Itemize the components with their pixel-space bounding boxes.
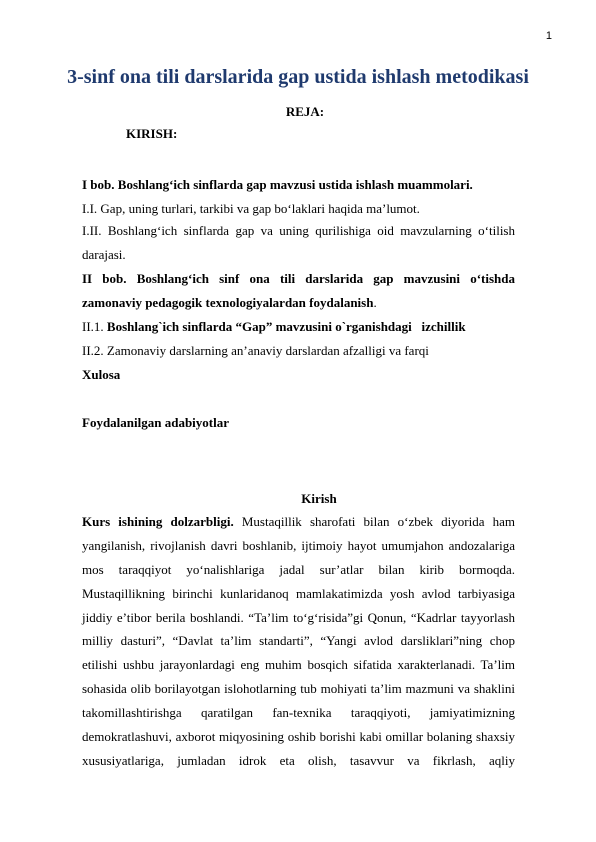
intro-line-6: milliy dasturi”, “Davlat ta’lim standarti”, “Yangi avlod darsliklari”ning chop bbox=[82, 633, 515, 649]
intro-line-1 bbox=[82, 510, 515, 534]
toc-section-2-1-number: II.1. bbox=[82, 319, 107, 334]
intro-line-4: Mustaqillikning birinchi kunlaridanoq mamlakatimizda yosh avlod tarbiyasiga bbox=[82, 585, 515, 601]
intro-line-7: etilishi ushbu jarayonlardagi eng muhim bosqich sifatida xarakterlanadi. Ta’lim bbox=[82, 657, 515, 673]
document-title: 3-sinf ona tili darslarida gap ustida ishlash metodikasi bbox=[67, 66, 529, 88]
toc-chapter-1: I bob. Boshlang‘ich sinflarda gap mavzusi ustida ishlash muammolari. bbox=[82, 177, 473, 192]
toc-section-2-1 bbox=[82, 318, 515, 335]
toc-section-1-2-line-2: darajasi. bbox=[82, 247, 126, 262]
intro-line-text: Mustaqillik sharofati bilan o‘zbek diyorida ham bbox=[241, 514, 516, 529]
toc-conclusion: Xulosa bbox=[82, 367, 121, 382]
kirish-heading: KIRISH: bbox=[126, 126, 178, 141]
toc-chapter-2-line-2 bbox=[82, 294, 515, 311]
toc-references: Foydalanilgan adabiyotlar bbox=[82, 415, 229, 430]
toc-section-2-1-title: Boshlang`ich sinflarda “Gap” mavzusini o`rganishdagi izchillik bbox=[106, 319, 466, 334]
toc-chapter-2-line-1: II bob. Boshlang‘ich sinf ona tili darslarida gap mavzusini o‘tishda bbox=[82, 271, 515, 286]
toc-chapter-2-line-2-text: zamonaviy pedagogik texnologiyalardan foydalanish bbox=[82, 295, 374, 310]
toc-section-1-1: I.I. Gap, uning turlari, tarkibi va gap bo‘laklari haqida ma’lumot. bbox=[82, 201, 420, 216]
intro-line-8: sohasida olib borilayotgan islohotlarning tub mohiyati ta’lim mazmuni va shaklini bbox=[82, 681, 515, 697]
intro-line-2: yangilanish, rivojlanish davri boshlanib, ijtimoiy hayot umumjahon andozalariga bbox=[82, 537, 515, 553]
intro-lead: Kurs ishining dolzarbligi. bbox=[82, 514, 234, 529]
toc-section-1-2-line-1: I.II. Boshlang‘ich sinflarda gap va uning qurilishiga oid mavzularning o‘tilish bbox=[82, 223, 515, 238]
page-number: 1 bbox=[545, 30, 552, 42]
intro-line-5: jiddiy e’tibor berila boshlandi. “Ta’lim to‘g‘risida”gi Qonun, “Kadrlar tayyorlash bbox=[82, 609, 515, 625]
intro-line-3: mos taraqqiyot yo‘nalishlariga jadal sur’atlar bilan kirib bormoqda. bbox=[82, 561, 515, 577]
intro-line-9: takomillashtirishga qaratilgan fan-texnika taraqqiyoti, jamiyatimizning bbox=[82, 705, 515, 721]
toc-section-2-2: II.2. Zamonaviy darslarning an’anaviy darslardan afzalligi va farqi bbox=[82, 343, 429, 358]
intro-line-10: demokratlashuvi, axborot miqyosining oshib borishi kabi omillar bolaning shaxsiy bbox=[82, 729, 515, 745]
plan-heading: REJA: bbox=[285, 104, 325, 119]
intro-paragraph bbox=[82, 510, 515, 773]
intro-heading: Kirish bbox=[301, 491, 337, 506]
toc-chapter-2-period: . bbox=[373, 295, 377, 310]
intro-line-11: xususiyatlariga, jumladan idrok eta olish, tasavvur va fikrlash, aqliy bbox=[82, 752, 515, 768]
